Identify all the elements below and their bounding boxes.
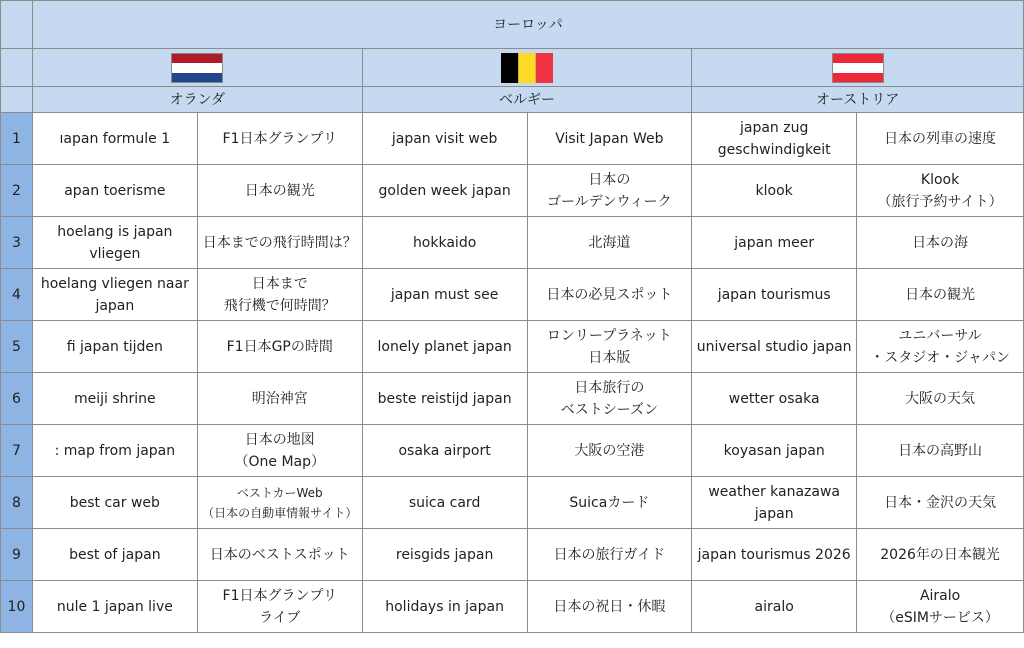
- corner-cell: [1, 87, 33, 113]
- table-cell[interactable]: [197, 477, 362, 529]
- table-cell[interactable]: [527, 529, 692, 581]
- cell-text: Klook: [920, 171, 960, 188]
- cell-text: golden week japan: [378, 182, 511, 199]
- cell-text: 日本の海: [912, 234, 969, 251]
- table-cell[interactable]: [197, 373, 362, 425]
- table-cell[interactable]: [362, 425, 527, 477]
- table-cell[interactable]: [32, 217, 197, 269]
- cell-text: vliegen: [89, 245, 141, 262]
- table-cell[interactable]: [197, 321, 362, 373]
- cell-text: hokkaido: [412, 234, 477, 251]
- table-cell[interactable]: [197, 269, 362, 321]
- row-number[interactable]: 10: [1, 581, 33, 633]
- table-cell[interactable]: [362, 165, 527, 217]
- table-cell[interactable]: [857, 113, 1024, 165]
- cell-text: Airalo: [919, 587, 961, 604]
- cell-text: 日本の高野山: [898, 442, 983, 459]
- cell-text: apan toerisme: [64, 182, 166, 199]
- corner-cell: [1, 49, 33, 87]
- table-cell[interactable]: [197, 113, 362, 165]
- table-cell[interactable]: [32, 165, 197, 217]
- table-cell[interactable]: [692, 373, 857, 425]
- table-cell[interactable]: [857, 529, 1024, 581]
- table-cell[interactable]: [692, 425, 857, 477]
- table-cell[interactable]: [857, 581, 1024, 633]
- table-row: [1, 269, 1024, 321]
- table-cell[interactable]: [32, 425, 197, 477]
- table-cell[interactable]: [32, 269, 197, 321]
- cell-text: best of japan: [69, 546, 161, 563]
- cell-text: 日本の旅行ガイド: [553, 546, 666, 563]
- table-cell[interactable]: [692, 269, 857, 321]
- cell-text: ライブ: [259, 609, 301, 626]
- cell-text: （One Map）: [234, 453, 325, 470]
- table-cell[interactable]: [362, 581, 527, 633]
- cell-text: holidays in japan: [385, 598, 504, 615]
- table-cell[interactable]: [527, 321, 692, 373]
- cell-text: 北海道: [588, 234, 631, 251]
- cell-text: meiji shrine: [74, 390, 156, 407]
- table-cell[interactable]: [527, 425, 692, 477]
- row-number[interactable]: 6: [1, 373, 33, 425]
- cell-text: japan: [95, 297, 135, 314]
- cell-text: 日本まで: [251, 275, 308, 292]
- cell-text: 2026年の日本観光: [880, 546, 1000, 563]
- cell-text: Visit Japan Web: [555, 130, 664, 147]
- cell-text: 日本の列車の速度: [884, 130, 997, 147]
- table-cell[interactable]: [527, 113, 692, 165]
- cell-text: japan tourismus: [717, 286, 831, 303]
- cell-text: klook: [755, 182, 793, 199]
- cell-text: 日本旅行の: [574, 379, 645, 396]
- cell-text: 日本の観光: [905, 286, 976, 303]
- cell-text: 明治神宮: [251, 390, 308, 407]
- table-row: [1, 373, 1024, 425]
- cell-text: ベストシーズン: [560, 401, 659, 418]
- table-cell[interactable]: [32, 321, 197, 373]
- cell-text: airalo: [754, 598, 794, 615]
- cell-text: osaka airport: [398, 442, 491, 459]
- row-number[interactable]: 2: [1, 165, 33, 217]
- belgium-flag-icon: [501, 53, 553, 83]
- cell-text: ベストカーWeb: [236, 485, 323, 500]
- cell-text: universal studio japan: [696, 338, 852, 355]
- cell-text: 日本・金沢の天気: [884, 494, 997, 511]
- table-row: [1, 217, 1024, 269]
- table-cell[interactable]: [197, 165, 362, 217]
- cell-text: ・スタジオ・ジャパン: [870, 349, 1010, 366]
- table-cell[interactable]: [692, 321, 857, 373]
- country-header-netherlands[interactable]: オランダ: [32, 87, 362, 113]
- table-cell[interactable]: [362, 373, 527, 425]
- table-cell[interactable]: [362, 269, 527, 321]
- cell-text: 大阪の空港: [574, 442, 645, 459]
- cell-text: japan zug: [739, 119, 809, 136]
- table-cell[interactable]: [692, 165, 857, 217]
- cell-text: beste reistijd japan: [377, 390, 512, 407]
- row-number[interactable]: 5: [1, 321, 33, 373]
- cell-text: （日本の自動車情報サイト）: [202, 505, 358, 520]
- row-number[interactable]: 7: [1, 425, 33, 477]
- cell-text: hoelang is japan: [57, 223, 173, 240]
- table-cell[interactable]: [857, 269, 1024, 321]
- table-cell[interactable]: [362, 113, 527, 165]
- table-row: [1, 165, 1024, 217]
- cell-text: wetter osaka: [728, 390, 820, 407]
- table-cell[interactable]: [527, 581, 692, 633]
- cell-text: 日本の祝日・休暇: [553, 598, 666, 615]
- table-row: [1, 321, 1024, 373]
- table-cell[interactable]: [32, 581, 197, 633]
- cell-text: lonely planet japan: [377, 338, 512, 355]
- table-cell[interactable]: [857, 477, 1024, 529]
- cell-text: 大阪の天気: [905, 390, 976, 407]
- cell-text: japan meer: [734, 234, 815, 251]
- table-cell[interactable]: [527, 373, 692, 425]
- table-cell[interactable]: [692, 217, 857, 269]
- corner-cell: [1, 1, 33, 49]
- netherlands-flag-icon: [171, 53, 223, 83]
- cell-text: reisgids japan: [395, 546, 494, 563]
- table-row: [1, 529, 1024, 581]
- cell-text: ユニバーサル: [898, 327, 982, 344]
- cell-text: geschwindigkeit: [717, 141, 831, 158]
- cell-text: ロンリープラネット: [546, 327, 672, 344]
- cell-text: 日本の: [588, 171, 631, 188]
- table-cell[interactable]: [362, 217, 527, 269]
- cell-text: fi japan tijden: [66, 338, 163, 355]
- table-cell[interactable]: [362, 529, 527, 581]
- table-cell[interactable]: [857, 217, 1024, 269]
- table-row: [1, 477, 1024, 529]
- cell-text: （旅行予約サイト）: [877, 193, 1003, 210]
- cell-text: hoelang vliegen naar: [40, 275, 189, 292]
- cell-text: japan must see: [390, 286, 499, 303]
- cell-text: weather kanazawa: [708, 483, 841, 500]
- table-cell[interactable]: [692, 113, 857, 165]
- table-cell[interactable]: [857, 165, 1024, 217]
- cell-text: ゴールデンウィーク: [547, 193, 672, 210]
- table-cell[interactable]: [692, 581, 857, 633]
- table-cell[interactable]: [197, 425, 362, 477]
- cell-text: 日本までの飛行時間は？: [202, 234, 357, 251]
- table-cell[interactable]: [857, 373, 1024, 425]
- table-row: [1, 581, 1024, 633]
- table-cell[interactable]: [527, 217, 692, 269]
- row-number[interactable]: 4: [1, 269, 33, 321]
- table-cell[interactable]: [692, 529, 857, 581]
- country-header-austria[interactable]: オーストリア: [692, 87, 1024, 113]
- row-number[interactable]: 9: [1, 529, 33, 581]
- table-cell[interactable]: [362, 477, 527, 529]
- table-cell[interactable]: [527, 165, 692, 217]
- cell-text: suica card: [408, 494, 481, 511]
- cell-text: 日本の地図: [244, 431, 315, 448]
- cell-text: F1日本GPの時間: [226, 338, 333, 355]
- row-number[interactable]: 1: [1, 113, 33, 165]
- table-cell[interactable]: [857, 425, 1024, 477]
- table-cell[interactable]: [857, 321, 1024, 373]
- table-cell[interactable]: [197, 529, 362, 581]
- table-cell[interactable]: [32, 113, 197, 165]
- cell-text: F1日本グランプリ: [222, 130, 337, 147]
- austria-flag-icon: [832, 53, 884, 83]
- cell-text: japan: [754, 505, 794, 522]
- cell-text: koyasan japan: [723, 442, 825, 459]
- table-row: [1, 425, 1024, 477]
- table-row: [1, 113, 1024, 165]
- flag-cell-austria[interactable]: [692, 49, 1024, 87]
- cell-text: Suicaカード: [569, 494, 650, 511]
- table-cell[interactable]: [32, 477, 197, 529]
- cell-text: : map from japan: [54, 442, 176, 459]
- cell-text: F1日本グランプリ: [222, 587, 337, 604]
- cell-text: （eSIMサービス）: [881, 609, 999, 626]
- cell-text: 日本のベストスポット: [209, 546, 350, 563]
- cell-text: 日本の必見スポット: [546, 286, 673, 303]
- table-cell[interactable]: [197, 217, 362, 269]
- table-cell[interactable]: [527, 269, 692, 321]
- row-number[interactable]: 8: [1, 477, 33, 529]
- cell-text: 飛行機で何時間？: [223, 297, 336, 314]
- flag-cell-netherlands[interactable]: [32, 49, 362, 87]
- table-cell[interactable]: [32, 373, 197, 425]
- cell-text: 日本の観光: [244, 182, 315, 199]
- flag-cell-belgium[interactable]: [362, 49, 692, 87]
- country-header-belgium[interactable]: ベルギー: [362, 87, 692, 113]
- cell-text: japan visit web: [391, 130, 498, 147]
- cell-text: nule 1 japan live: [56, 598, 173, 615]
- region-header[interactable]: ヨーロッパ: [32, 1, 1023, 49]
- cell-text: ıapan formule 1: [59, 130, 171, 147]
- cell-text: best car web: [69, 494, 160, 511]
- row-number[interactable]: 3: [1, 217, 33, 269]
- table-cell[interactable]: [197, 581, 362, 633]
- cell-text: japan tourismus 2026: [697, 546, 851, 563]
- table-cell[interactable]: [527, 477, 692, 529]
- cell-text: 日本版: [588, 349, 631, 366]
- table-cell[interactable]: [692, 477, 857, 529]
- table-cell[interactable]: [32, 529, 197, 581]
- table-cell[interactable]: [362, 321, 527, 373]
